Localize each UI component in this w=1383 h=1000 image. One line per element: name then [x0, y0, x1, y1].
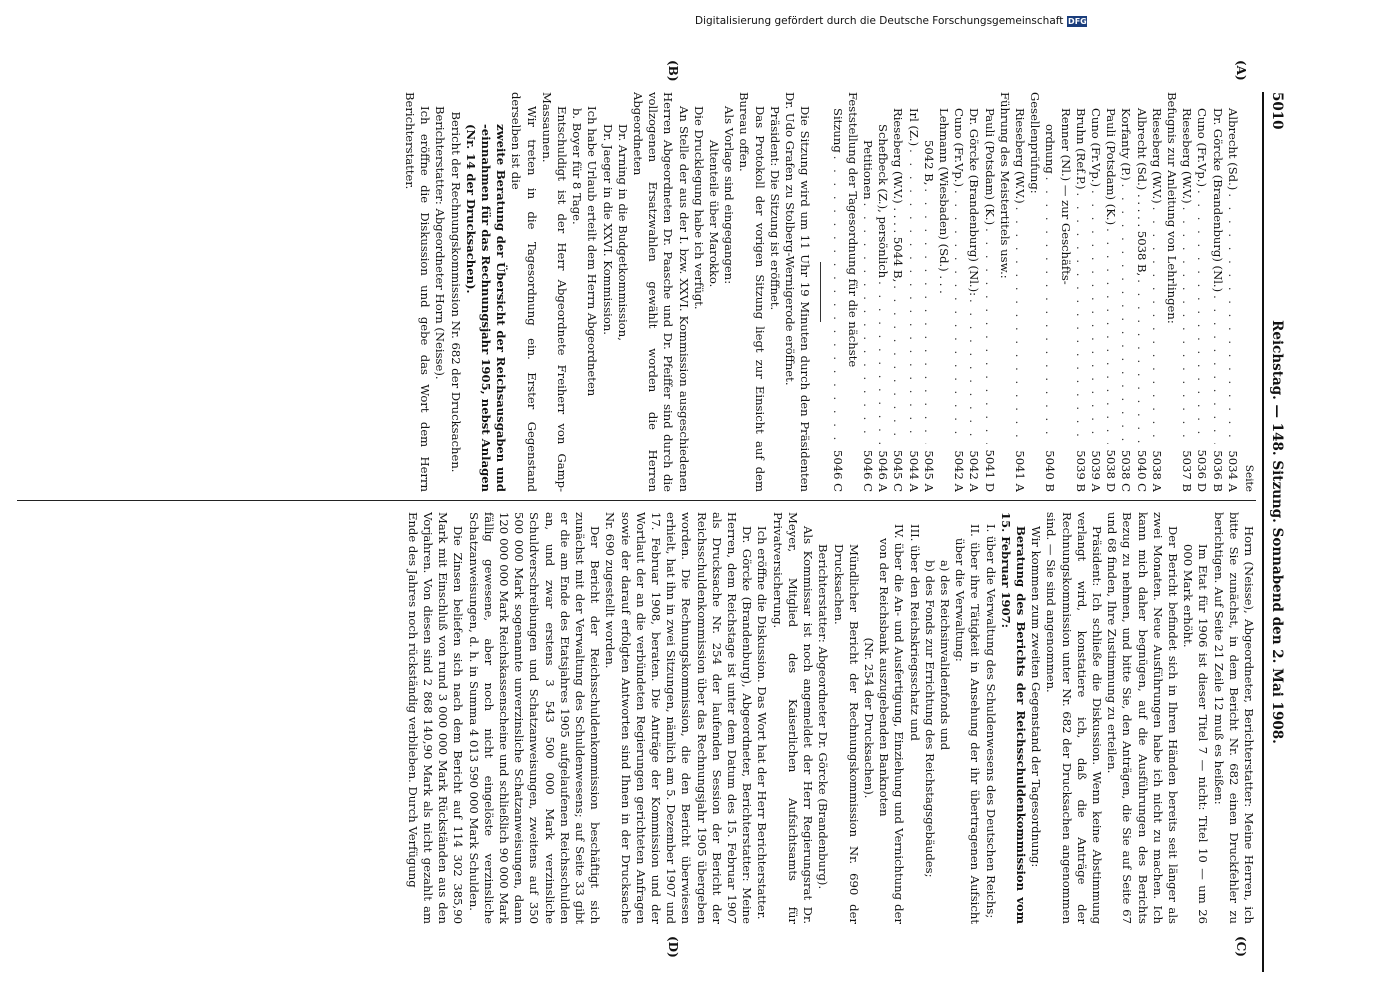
toc-row	[1164, 92, 1179, 492]
toc-row	[1149, 92, 1164, 492]
toc-entry-name: Rieseberg (W.V.) . . . . 5044 B,	[891, 108, 906, 283]
toc-entry-name: Lehmann (Wiesbaden) (Sd.) . . .	[936, 108, 951, 294]
toc-row	[1194, 92, 1209, 492]
table-of-contents	[829, 92, 1239, 492]
paragraph: Präsident: Die Sitzung ist eröffnet.	[767, 106, 782, 311]
paragraph: Als Kommissar ist noch angemeldet der Herr Regierungsrat Dr. Meyer, Mitglied des Kaiserlichen Aufsichtsamts für Privatversicherung.	[770, 512, 816, 924]
page-number: 5010	[1269, 92, 1285, 130]
toc-row	[905, 92, 920, 492]
toc-page-ref: 5041 A	[1012, 450, 1027, 492]
toc-head: Seite	[1243, 464, 1255, 492]
toc-row	[845, 92, 860, 492]
column-divider	[17, 500, 1256, 501]
paragraph: Entschuldigt ist der Herr Abgeordnete Freiherr von Gamp-Massaunen.	[539, 92, 570, 492]
toc-page-ref: 5044 A	[906, 450, 921, 492]
toc-entry-name: Sitzung	[830, 108, 845, 153]
toc-page-ref: 5045 C	[891, 449, 906, 492]
paragraph: Der Bericht der Reichsschuldenkommission beschäftigt sich zunächst mit der Verwaltung des Schuldenwesens; auf Seite 33 gibt er die am Ende des Etatsjahres 1905 aufgelaufenen Reichsschulden an, und zwar erstens 3 543 500 000 Mark verzinsliche Schuldverschreibungen und Schatzanweisungen, zweitens auf 350 500 000 Mark sogenannte unverzinsliche Schatzanweisungen, dann 120 000 000 Mark Reichskassenscheine und schließlich 90 000 Mark fällig gewesene, aber noch nicht eingelöste verzinsliche Schatzanweisungen, d. h. in Summa 4 013 590 000 Mark Schulden.	[466, 512, 603, 924]
toc-entry-name: Pauli (Potsdam) (K.)	[1104, 108, 1119, 226]
running-title: Reichstag. — 148. Sitzung. Sonnabend den 2. Mai 1908.	[1269, 320, 1285, 744]
paragraph: Dr. Görcke (Brandenburg), Abgeordneter, Berichterstatter: Meine Herren, dem Reichstage ist unter dem Datum des 15. Februar 1907 als Drucksache Nr. 254 der laufenden Session der Bericht der Reichsschuldenkommission über das Rechnungsjahr 1905 übergeben worden. Die Rechnungskommission, die den Bericht überwiesen erhielt, hat ihn in zwei Sitzungen, nämlich am 5. Dezember 1907 und 17. Februar 1908, beraten. Die Anträge der Kommission und der Wortlaut der an die verbündeten Regierungen gerichteten Anfragen sowie der darauf erfolgten Antworten sind Ihnen in der Drucksache Nr. 690 zugestellt worden.	[603, 512, 755, 924]
toc-entry-name: Korfanty (P.)	[1119, 108, 1134, 181]
toc-row	[1088, 92, 1103, 492]
toc-leader-dots	[860, 200, 875, 444]
list-item: b) des Fonds zur Errichtung des Reichstagsgebäudes;	[922, 560, 937, 878]
toc-leader-dots	[905, 146, 920, 444]
toc-row	[997, 92, 1012, 492]
toc-page-ref: 5039 A	[1088, 450, 1103, 492]
paragraph: Wir kommen zum zweiten Gegenstand der Tagesordnung:	[1029, 526, 1044, 868]
toc-page-ref: 5034 A	[1225, 450, 1240, 492]
toc-entry-name: Gesellenprüfung:	[1028, 92, 1043, 194]
toc-entry-name: Rieseberg (W.V.)	[1012, 108, 1027, 204]
paragraph: (Nr. 254 der Drucksachen).	[861, 637, 876, 799]
paragraph: Das Protokoll der vorigen Sitzung liegt zur Einsicht auf dem Bureau offen.	[737, 92, 767, 492]
paragraph: Dr. Arning in die Budgetkommission,	[615, 124, 630, 341]
toc-row	[966, 92, 981, 492]
toc-leader-dots	[1012, 204, 1027, 444]
left-column	[0, 92, 1256, 492]
list-item: IV. über die An- und Ausfertigung, Einziehung und Vernichtung der von der Reichsbank auszugebenden Banknoten	[877, 524, 907, 924]
toc-row	[921, 92, 936, 492]
toc-row	[1073, 92, 1088, 492]
toc-leader-dots	[966, 296, 981, 444]
paragraph: Berichterstatter: Abgeordneter Dr. Görcke (Brandenburg).	[816, 544, 831, 890]
toc-page-ref: 5036 D	[1195, 449, 1210, 492]
toc-leader-dots	[951, 187, 966, 444]
paragraph: Horn (Neisse), Abgeordneter, Berichterstatter: Meine Herren, ich bitte Sie zunächst, in dem Bericht Nr. 682 einen Druckfehler zu berichtigen. Auf Seite 21 Zeile 12 muß es heißen:	[1211, 512, 1256, 924]
toc-entry-name: Rieseberg (W.V.)	[1149, 108, 1164, 204]
toc-leader-dots	[1209, 292, 1224, 444]
toc-leader-dots	[1225, 190, 1240, 444]
paragraph: Ich eröffne die Diskussion. Das Wort hat der Herr Berichterstatter.	[755, 526, 770, 920]
toc-entry-name: Befugnis zur Anleitung von Lehrlingen:	[1164, 92, 1179, 324]
toc-page-ref: 5038 D	[1104, 449, 1119, 492]
list-item: III. über den Reichskriegsschatz und	[907, 524, 922, 741]
margin-letter-c: (C)	[1234, 936, 1248, 957]
paragraph: Als Vorlage sind eingegangen:	[722, 106, 737, 285]
paragraph: Mündlicher Bericht der Rechnungskommission Nr. 690 der Drucksachen.	[831, 544, 861, 924]
toc-entry-name: Führung des Meistertitels usw.:	[997, 92, 1012, 279]
paragraph: Im Etat für 1906 ist dieser Titel 7 — nicht: Titel 10 — um 26 000 Mark erhöht.	[1181, 544, 1211, 924]
toc-entry-name: Dr. Görcke (Brandenburg) (Nl.)	[1210, 108, 1225, 293]
page-header	[1262, 92, 1286, 972]
paragraph: b. Boyer für 8 Tage.	[570, 108, 585, 225]
section-divider	[820, 262, 821, 322]
paragraph: Die Zinsen beliefen sich nach dem Bericht auf 114 302 385,90 Mark mit Einschluß von rund 3 000 000 Mark Rückständen aus den Vorjahren. Von diesen sind 2 868 140,90 Mark als nicht gezahlt am Ende des Jahres noch rückständig verblieben. Durch Verfügung	[405, 512, 466, 924]
toc-row	[1103, 92, 1118, 492]
toc-row	[1118, 92, 1133, 492]
toc-row	[890, 92, 905, 492]
list-item: II. über ihre Tätigkeit in Ansehung der ihr übertragenen Aufsicht über die Verwaltung:	[953, 524, 983, 924]
toc-entry-name: Albrecht (Sd.) . . . . . 5038 B,	[1134, 108, 1149, 277]
paragraph: Der Bericht befindet sich in Ihren Händen bereits seit länger als zwei Monaten. Neue Ausführungen habe ich nicht zu machen. Ich kann mich daher begnügen, auf die Ausführungen des Berichts Bezug zu nehmen, und bitte Sie, den Anträgen, die Sie auf Seite 67 und 68 finden, Ihre Zustimmung zu erteilen.	[1105, 512, 1180, 924]
paragraph: Die Drucklegung habe ich verfügt.	[691, 106, 706, 310]
agenda-item: zweite Beratung der Übersicht der Reichsausgaben und -einnahmen für das Rechnungsjahr 1905, nebst Anlagen (Nr. 14 der Drucksachen).	[463, 124, 509, 492]
toc-entry-name: Pauli (Potsdam) (K.)	[982, 108, 997, 226]
toc-page-ref: 5042 A	[952, 450, 967, 492]
toc-page-ref: 5045 A	[921, 450, 936, 492]
margin-letter-a: (A)	[1234, 60, 1248, 81]
right-column	[0, 512, 1256, 924]
paragraph: Altenteile über Marokko.	[707, 140, 722, 288]
paragraph: Bericht der Rechnungskommission Nr. 682 der Drucksachen.	[448, 111, 463, 473]
toc-page-ref: 5046 C	[830, 449, 845, 492]
toc-entry-name: Feststellung der Tagesordnung für die nächste	[845, 92, 860, 368]
toc-page-ref: 5046 C	[860, 449, 875, 492]
toc-entry-name: Rieseberg (W.V.)	[1180, 108, 1195, 204]
toc-entry-name: Cuno (Fr.Vp.)	[1195, 108, 1210, 187]
paragraph: An Stelle der aus der I. bzw. XXVI. Kommission ausgeschiedenen Herren Abgeordneten Dr. Paasche und Dr. Pfeiffer sind durch die vollzogenen Ersatzwahlen gewählt worden die Herren Abgeordneten	[631, 92, 691, 492]
dfg-logo-icon: DFG	[1068, 17, 1087, 27]
toc-leader-dots	[875, 278, 890, 444]
paragraph: Berichterstatter: Abgeordneter Horn (Neisse).	[433, 106, 448, 380]
margin-letter-d: (D)	[666, 936, 680, 958]
toc-entry-name: Irl (Z.)	[906, 108, 921, 147]
toc-page-ref: 5039 B	[1073, 450, 1088, 492]
toc-page-ref: 5040 C	[1134, 449, 1149, 492]
toc-leader-dots	[981, 225, 996, 444]
toc-page-ref: 5046 A	[876, 450, 891, 492]
toc-row	[860, 92, 875, 492]
toc-entry-name: Dr. Görcke (Brandenburg) (Nl.):	[967, 108, 982, 297]
toc-row	[1209, 92, 1224, 492]
digitization-credit	[695, 14, 1087, 29]
toc-leader-dots	[1073, 189, 1088, 444]
paragraph: Ich habe Urlaub erteilt dem Herrn Abgeordneten	[585, 106, 600, 397]
toc-leader-dots	[1118, 181, 1133, 444]
toc-page-ref: 5040 B	[1043, 450, 1058, 492]
toc-row	[1133, 92, 1148, 492]
toc-leader-dots	[890, 282, 905, 444]
paragraph: Präsident: Ich schließe die Diskussion. Wenn keine Abstimmung verlangt wird, konstatiere ich, daß die Anträge der Rechnungskommission unter Nr. 682 der Drucksachen angenommen sind. — Sie sind angenommen.	[1044, 512, 1104, 924]
toc-entry-name: Cuno (Fr.Vp.)	[1088, 108, 1103, 187]
toc-page-ref: 5036 B	[1210, 450, 1225, 492]
paragraph: Ich eröffne die Diskussion und gebe das Wort dem Herrn Berichterstatter.	[403, 92, 433, 492]
toc-page-ref: 5037 B	[1180, 450, 1195, 492]
toc-page-ref: 5038 C	[1119, 449, 1134, 492]
toc-row	[1057, 92, 1072, 492]
toc-leader-dots	[1149, 204, 1164, 444]
toc-row	[829, 92, 844, 492]
toc-leader-dots	[829, 153, 844, 444]
toc-leader-dots	[1179, 204, 1194, 444]
toc-entry-name: Albrecht (Sd.)	[1225, 108, 1240, 191]
list-item: a) des Reichsinvalidenfonds und	[937, 560, 952, 751]
toc-entry-name: Cuno (Fr.Vp.)	[952, 108, 967, 187]
toc-entry-name: Petitionen	[860, 140, 875, 200]
toc-row	[936, 92, 951, 492]
toc-entry-name: ordnung	[1043, 124, 1058, 174]
paragraph: Wir treten in die Tagesordnung ein. Erster Gegenstand derselben ist die	[509, 92, 539, 492]
toc-row	[1225, 92, 1240, 492]
agenda-item: Beratung des Berichts der Reichsschuldenkommission vom 15. Februar 1907:	[998, 512, 1028, 924]
credit-text: Digitalisierung gefördert durch die Deutsche Forschungsgemeinschaft	[695, 15, 1064, 27]
toc-leader-dots	[1088, 187, 1103, 444]
toc-leader-dots	[1194, 187, 1209, 444]
toc-row	[1042, 92, 1057, 492]
toc-page-ref: 5041 D	[982, 449, 997, 492]
paragraph: Die Sitzung wird um 11 Uhr 19 Minuten durch den Präsidenten Dr. Udo Grafen zu Stolberg-Wernigerode eröffnet.	[783, 92, 813, 492]
toc-leader-dots	[921, 185, 936, 444]
list-item: I. über die Verwaltung des Schuldenwesens des Deutschen Reichs;	[983, 524, 998, 919]
toc-entry-name: 5042 B,	[921, 140, 936, 186]
toc-page-ref: 5042 A	[967, 450, 982, 492]
margin-letter-b: (B)	[666, 60, 680, 82]
paragraph: Dr. Jaeger in die XXVI. Kommission.	[600, 124, 615, 335]
toc-row	[1012, 92, 1027, 492]
toc-entry-name: Bruhn (Ref.P.)	[1073, 108, 1088, 190]
toc-row	[1179, 92, 1194, 492]
toc-entry-name: Schefbeck (Z.), persönlich	[876, 124, 891, 279]
toc-row	[1027, 92, 1042, 492]
toc-leader-dots	[1042, 174, 1057, 444]
toc-row	[981, 92, 996, 492]
toc-leader-dots	[1133, 276, 1148, 444]
toc-entry-name: Renner (Nl.) — zur Geschäfts-	[1058, 108, 1073, 285]
toc-leader-dots	[1103, 225, 1118, 444]
toc-row	[951, 92, 966, 492]
toc-page-ref: 5038 A	[1149, 450, 1164, 492]
toc-row	[875, 92, 890, 492]
